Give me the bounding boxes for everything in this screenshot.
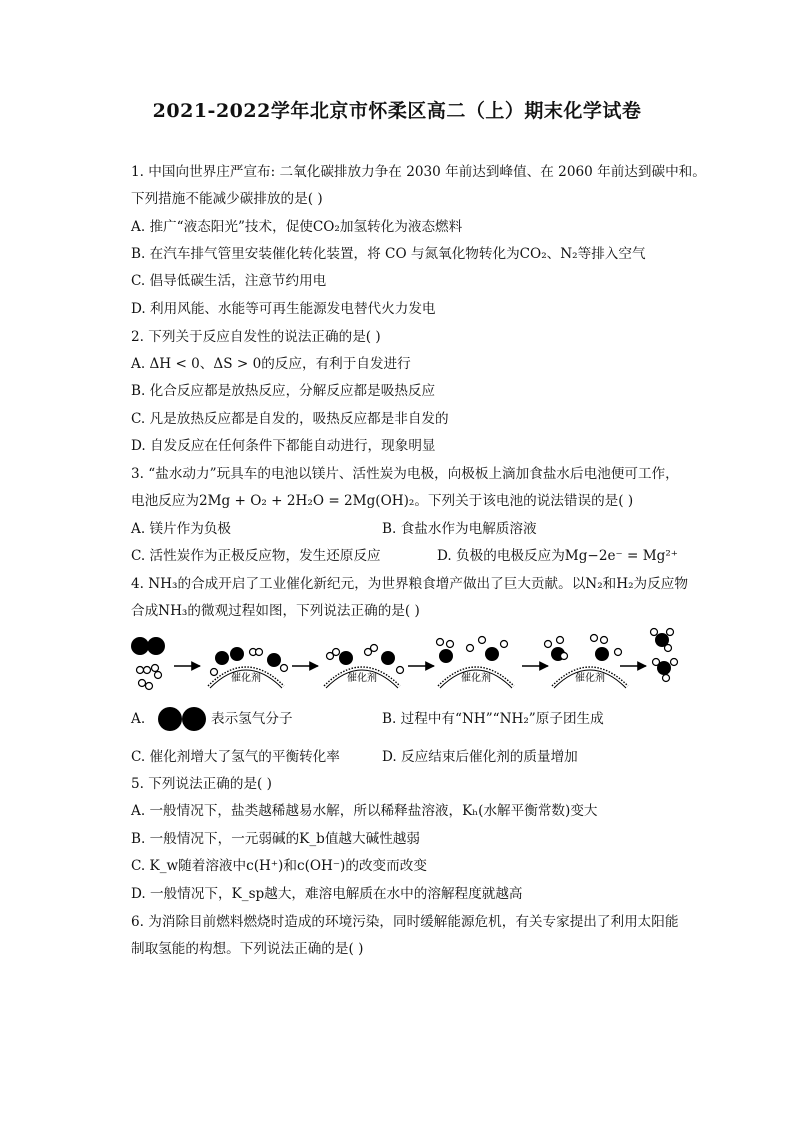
- q2-option-d: D. 自发反应在任何条件下都能自动进行，现象明显: [131, 438, 436, 454]
- q5-option-a: A. 一般情况下，盐类越稀越易水解，所以稀释盐溶液，Kₕ(水解平衡常数)变大: [131, 803, 598, 819]
- q2-option-c: C. 凡是放热反应都是自发的，吸热反应都是非自发的: [131, 411, 449, 427]
- q6-stem-line2: 制取氢能的构想。下列说法正确的是( ): [131, 941, 364, 957]
- q4-stem-line1: 4. NH₃的合成开启了工业催化新纪元，为世界粮食增产做出了巨大贡献。以N₂和H₂为反应物: [131, 576, 688, 592]
- q2-option-b: B. 化合反应都是放热反应，分解反应都是吸热反应: [131, 383, 436, 399]
- q3-option-b: B. 食盐水作为电解质溶液: [382, 521, 537, 537]
- q3-option-c: C. 活性炭作为正极反应物，发生还原反应: [131, 548, 381, 564]
- q5-option-d: D. 一般情况下，K_sp越大，难溶电解质在水中的溶解程度就越高: [131, 886, 523, 902]
- q5-option-c: C. K_w随着溶液中c(H⁺)和c(OH⁻)的改变而改变: [131, 858, 427, 874]
- q4-option-b: B. 过程中有“NH”“NH₂”原子团生成: [382, 711, 604, 727]
- q3-stem-line1: 3. “盐水动力”玩具车的电池以镁片、活性炭为电极，向极板上滴加食盐水后电池便可工作，: [131, 466, 679, 482]
- q1-option-b: B. 在汽车排气管里安装催化转化装置，将 CO 与氮氧化物转化为CO₂、N₂等排入空气: [131, 246, 646, 262]
- q3-stem-line2: 电池反应为2Mg + O₂ + 2H₂O = 2Mg(OH)₂。下列关于该电池的说法错误的是( ): [131, 493, 634, 509]
- q2-option-a: A. ΔH < 0、ΔS > 0的反应，有利于自发进行: [131, 356, 411, 372]
- stage-4-catalyst: [545, 635, 629, 689]
- catalyst-label-2: 催化剂: [347, 673, 377, 684]
- catalyst-label-4: 催化剂: [575, 673, 605, 684]
- q1-option-d: D. 利用风能、水能等可再生能源发电替代火力发电: [131, 301, 436, 317]
- q3-option-a: A. 镁片作为负极: [131, 521, 232, 537]
- q4-stem-line2: 合成NH₃的微观过程如图，下列说法正确的是( ): [131, 603, 420, 619]
- q5-option-b: B. 一般情况下，一元弱碱的K_b值越大碱性越弱: [131, 831, 420, 847]
- q3-option-d: D. 负极的电极反应为Mg−2e⁻ = Mg²⁺: [437, 548, 678, 564]
- q1-stem-line1: 1. 中国向世界庄严宣布: 二氧化碳排放力争在 2030 年前达到峰值、在 2060 年前达到碳中和。: [131, 164, 706, 180]
- q4-option-c: C. 催化剂增大了氢气的平衡转化率: [131, 749, 340, 765]
- catalyst-label-1: 催化剂: [231, 673, 261, 684]
- catalyst-label-3: 催化剂: [461, 673, 491, 684]
- q1-option-a: A. 推广“液态阳光”技术，促使CO₂加氢转化为液态燃料: [131, 219, 463, 235]
- q4-option-a-text: 表示氢气分子: [211, 711, 293, 727]
- q4-option-a-prefix: A.: [131, 711, 146, 727]
- q1-option-c: C. 倡导低碳生活，注意节约用电: [131, 273, 327, 289]
- q6-stem-line1: 6. 为消除目前燃料燃烧时造成的环境污染，同时缓解能源危机，有关专家提出了利用太阳能: [131, 914, 679, 930]
- stage-3-catalyst: [437, 637, 515, 689]
- q5-stem: 5. 下列说法正确的是( ): [131, 776, 272, 792]
- page-title: 2021-2022学年北京市怀柔区高二（上）期末化学试卷: [152, 100, 642, 122]
- stage-5-ammonia: [651, 629, 678, 682]
- stage-2-catalyst: [324, 645, 404, 689]
- stage-0-molecules: [131, 637, 165, 690]
- nh3-synthesis-diagram: [128, 626, 688, 698]
- q4-option-d: D. 反应结束后催化剂的质量增加: [382, 749, 578, 765]
- q2-stem: 2. 下列关于反应自发性的说法正确的是( ): [131, 329, 381, 345]
- n2-molecule-icon: [156, 704, 210, 734]
- stage-1-catalyst: [208, 647, 288, 688]
- q1-stem-line2: 下列措施不能减少碳排放的是( ): [131, 191, 323, 207]
